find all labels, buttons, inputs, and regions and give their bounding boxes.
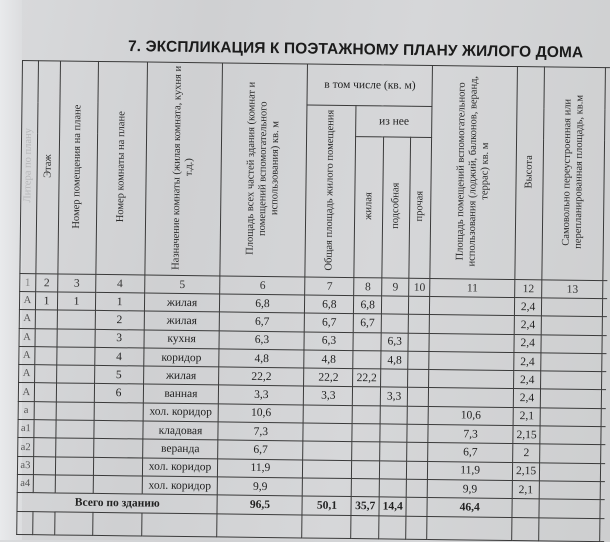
table-cell-col7: 22,2 — [304, 368, 353, 387]
table-cell-col12: 2,4 — [514, 334, 541, 353]
column-number-extra — [603, 281, 607, 299]
table-cell-col4: 6 — [94, 384, 143, 403]
header-unauthorized-area: Самовольно переустроенная или перепланированная площадь, кв.м — [542, 67, 606, 281]
column-number: 9 — [382, 278, 410, 296]
table-cell-col2: 1 — [35, 292, 58, 311]
table-cell-col12: 2,4 — [513, 389, 540, 408]
column-number: 2 — [35, 274, 58, 292]
table-cell-col7 — [303, 423, 352, 442]
blank-cell — [379, 516, 407, 539]
table-cell-col7: 6,7 — [305, 313, 354, 332]
table-cell-col5: ванная — [143, 384, 219, 403]
table-cell-col3 — [56, 402, 94, 421]
explication-table-container — [16, 60, 610, 542]
table-cell-col10 — [408, 351, 429, 370]
total-col11: 46,4 — [427, 498, 512, 518]
table-cell-col7 — [303, 478, 352, 497]
table-cell-col1: а3 — [17, 456, 33, 474]
table-cell-col1: А — [19, 291, 35, 309]
total-col8: 35,7 — [351, 497, 379, 516]
table-cell-col8 — [352, 405, 380, 424]
blank-cell — [351, 516, 379, 539]
blank-cell — [217, 514, 302, 538]
table-cell-col3: 1 — [58, 292, 96, 311]
table-cell-col12: 2,1 — [513, 407, 540, 426]
table-cell-extra — [602, 335, 606, 353]
table-cell-col8 — [353, 350, 381, 369]
table-cell-col1: А — [18, 383, 34, 401]
blank-cell — [32, 512, 55, 535]
column-number: 5 — [144, 275, 220, 294]
table-cell-col9 — [379, 461, 407, 480]
table-cell-col12: 2,15 — [513, 426, 540, 445]
table-cell-col13 — [540, 389, 602, 408]
table-cell-col11 — [429, 315, 514, 334]
blank-cell — [539, 518, 601, 542]
table-cell-col6: 7,3 — [218, 422, 303, 441]
table-cell-col11: 6,7 — [428, 443, 513, 462]
table-cell-col5: коридор — [143, 348, 219, 367]
table-cell-col3 — [56, 457, 94, 476]
table-cell-col8: 6,8 — [354, 296, 382, 315]
header-total-area: Площадь всех частей здания (комнат и помещений вспомогательного использования) кв. м — [220, 63, 308, 277]
total-extra — [600, 500, 604, 519]
table-cell-col4: 1 — [95, 292, 144, 311]
table-cell-col6: 10,6 — [218, 404, 303, 423]
table-cell-col10 — [407, 443, 428, 462]
table-cell-extra — [601, 482, 605, 500]
header-group-including: в том числе (кв. м) — [307, 64, 432, 107]
table-cell-col11 — [429, 333, 514, 352]
table-cell-col11: 9,9 — [427, 479, 512, 498]
table-cell-col9 — [380, 369, 408, 388]
table-cell-col13 — [539, 463, 601, 482]
table-cell-col12: 2,1 — [512, 480, 539, 499]
header-premises-number: Номер помещения на плане — [58, 61, 98, 274]
table-cell-col1: А — [19, 310, 35, 328]
table-cell-col5: хол. коридор — [142, 476, 218, 495]
table-cell-extra — [601, 445, 605, 463]
blank-cell — [141, 513, 217, 537]
table-cell-col2 — [35, 310, 58, 329]
header-other: прочая — [409, 137, 431, 278]
table-cell-col9: 4,8 — [381, 351, 409, 370]
table-cell-col13 — [539, 481, 601, 500]
blank-cell — [302, 515, 351, 539]
column-number: 11 — [430, 279, 515, 298]
blank-cell — [17, 512, 33, 535]
table-cell-extra — [603, 317, 607, 335]
table-cell-col7 — [303, 441, 352, 460]
column-number: 8 — [354, 278, 382, 296]
table-cell-col11 — [428, 388, 513, 407]
blank-cell — [600, 519, 604, 542]
table-cell-extra — [602, 390, 606, 408]
table-cell-col11 — [429, 370, 514, 389]
table-cell-col8: 6,7 — [354, 314, 382, 333]
table-cell-col5: жилая — [144, 311, 220, 330]
blank-cell — [55, 512, 93, 535]
table-cell-col9 — [380, 442, 408, 461]
table-cell-extra — [602, 354, 606, 372]
table-cell-col13 — [541, 316, 603, 335]
table-cell-col13 — [542, 298, 604, 317]
table-cell-col9 — [380, 424, 408, 443]
total-col9: 14,4 — [379, 497, 407, 516]
table-cell-col8 — [353, 332, 381, 351]
table-cell-col4: 4 — [94, 347, 143, 366]
header-living-premises-area: Общая площадь жилого помещения — [305, 105, 356, 278]
table-cell-col5: жилая — [144, 293, 220, 312]
blank-cell — [512, 518, 539, 541]
table-cell-col12: 2,15 — [513, 462, 540, 481]
table-cell-col2 — [33, 475, 56, 494]
table-cell-col1: А — [19, 346, 35, 364]
table-cell-col8 — [352, 424, 380, 443]
table-cell-extra — [602, 372, 606, 390]
table-cell-col6: 11,9 — [218, 459, 303, 478]
table-cell-col8: 22,2 — [353, 369, 381, 388]
table-cell-col1: а4 — [17, 474, 33, 492]
table-cell-col6: 9,9 — [218, 477, 303, 496]
table-cell-col13 — [540, 444, 602, 463]
table-cell-col4: 2 — [95, 311, 144, 330]
table-cell-col4 — [93, 457, 142, 476]
table-cell-col7 — [303, 405, 352, 424]
table-cell-col13 — [541, 334, 603, 353]
table-cell-col13 — [541, 353, 603, 372]
table-cell-col1: а2 — [18, 438, 34, 456]
table-cell-col6: 6,7 — [220, 312, 305, 331]
total-col13 — [539, 499, 601, 519]
table-cell-col2 — [33, 438, 56, 457]
table-cell-col9 — [381, 314, 409, 333]
table-cell-col3 — [56, 475, 94, 494]
table-cell-col6: 6,8 — [220, 294, 305, 313]
table-cell-col7: 4,8 — [304, 350, 353, 369]
table-cell-col2 — [34, 420, 57, 439]
table-cell-col10 — [408, 333, 429, 352]
table-cell-col8 — [352, 479, 380, 498]
table-cell-col10 — [408, 369, 429, 388]
table-cell-col2 — [34, 383, 57, 402]
table-cell-col12: 2 — [513, 444, 540, 463]
total-col7: 50,1 — [302, 496, 351, 516]
table-cell-extra — [601, 463, 605, 481]
table-cell-col2 — [35, 328, 58, 347]
table-cell-col8 — [353, 387, 381, 406]
total-label: Всего по зданию — [17, 493, 218, 514]
table-cell-col9: 6,3 — [381, 333, 409, 352]
table-cell-col10 — [409, 296, 430, 315]
table-cell-col1: а — [18, 401, 34, 419]
table-cell-col10 — [408, 388, 429, 407]
blank-cell — [406, 516, 427, 539]
table-cell-col13 — [541, 371, 603, 390]
table-cell-col8 — [352, 442, 380, 461]
column-number: 13 — [542, 280, 604, 299]
table-cell-extra — [603, 299, 607, 317]
table-cell-col13 — [540, 426, 602, 445]
table-cell-col2 — [33, 456, 56, 475]
table-cell-col4 — [93, 439, 142, 458]
table-cell-col3 — [56, 420, 94, 439]
header-room-purpose: Назначение комнаты (жилая комната, кухня и т.д.) — [144, 62, 222, 276]
table-cell-col3 — [57, 329, 95, 348]
table-cell-col12: 2,4 — [514, 352, 541, 371]
table-cell-col7: 6,8 — [305, 295, 354, 314]
table-cell-col4 — [94, 402, 143, 421]
table-cell-extra — [601, 408, 605, 426]
header-auxiliary-area: Площадь помещений вспомогательного использования (лоджий, балконов, веранд, террас) кв. м — [430, 66, 518, 280]
table-cell-col7: 3,3 — [304, 386, 353, 405]
header-litera: Литера по плану — [20, 61, 38, 274]
table-cell-col10 — [407, 461, 428, 480]
column-number: 6 — [220, 276, 305, 295]
table-cell-col10 — [407, 479, 428, 498]
table-cell-col4 — [93, 420, 142, 439]
table-cell-col3 — [58, 310, 96, 329]
table-cell-col9 — [381, 296, 409, 315]
table-cell-col4: 3 — [95, 329, 144, 348]
column-number: 4 — [95, 274, 144, 293]
table-cell-col5: жилая — [143, 366, 219, 385]
table-cell-col6: 6,3 — [219, 331, 304, 350]
table-cell-col1: А — [19, 365, 35, 383]
table-body — [17, 291, 607, 499]
table-cell-col2 — [35, 347, 58, 366]
column-number: 3 — [58, 274, 96, 292]
table-cell-col3 — [56, 438, 94, 457]
table-cell-col11: 11,9 — [428, 461, 513, 480]
table-cell-col4 — [93, 475, 142, 494]
header-utility: подсобная — [382, 137, 411, 278]
total-col12 — [512, 499, 539, 518]
table-cell-extra — [601, 427, 605, 445]
table-cell-col6: 4,8 — [219, 349, 304, 368]
total-col6: 96,5 — [217, 495, 302, 515]
document-title: 7. ЭКСПЛИКАЦИЯ К ПОЭТАЖНОМУ ПЛАНУ ЖИЛОГО ДОМА — [127, 38, 584, 62]
table-cell-col6: 3,3 — [219, 385, 304, 404]
table-cell-col10 — [407, 424, 428, 443]
table-cell-col10 — [408, 406, 429, 425]
table-cell-col3 — [57, 347, 95, 366]
table-cell-col5: хол. коридор — [142, 458, 218, 477]
table-cell-col9: 3,3 — [380, 387, 408, 406]
header-height: Высота — [515, 67, 545, 280]
table-cell-col3 — [57, 383, 95, 402]
column-number: 10 — [409, 278, 430, 296]
blank-cell — [92, 513, 141, 537]
table-cell-col9 — [379, 479, 407, 498]
blank-cell — [427, 517, 512, 541]
column-number: 7 — [305, 277, 354, 296]
table-cell-col4: 5 — [94, 366, 143, 385]
header-living: жилая — [354, 137, 383, 278]
table-cell-col6: 6,7 — [218, 440, 303, 459]
table-cell-col1: А — [19, 328, 35, 346]
table-cell-col6: 22,2 — [219, 367, 304, 386]
header-floor: Этаж — [36, 61, 61, 274]
header-group-of-which: из нее — [356, 106, 432, 138]
table-cell-col5: кладовая — [142, 421, 218, 440]
table-cell-col11: 7,3 — [428, 425, 513, 444]
total-col10 — [406, 497, 427, 516]
table-cell-col1: а1 — [18, 420, 34, 438]
header-room-number: Номер комнаты на плане — [95, 61, 147, 275]
table-cell-col12: 2,4 — [515, 298, 542, 317]
column-number: 1 — [20, 273, 36, 291]
table-cell-col7 — [303, 460, 352, 479]
table-cell-col11 — [429, 351, 514, 370]
table-cell-col12: 2,4 — [514, 371, 541, 390]
table-cell-col10 — [409, 315, 430, 334]
table-cell-col7: 6,3 — [304, 332, 353, 351]
table-cell-col12: 2,4 — [514, 316, 541, 335]
column-number: 12 — [515, 280, 542, 298]
table-cell-col2 — [34, 401, 57, 420]
explication-table — [16, 60, 610, 542]
table-cell-col5: хол. коридор — [143, 403, 219, 422]
table-cell-col11: 10,6 — [428, 406, 513, 425]
table-cell-col2 — [34, 365, 57, 384]
table-cell-col5: веранда — [142, 439, 218, 458]
table-cell-col5: кухня — [144, 330, 220, 349]
table-cell-col11 — [430, 296, 515, 315]
table-cell-col9 — [380, 406, 408, 425]
table-cell-col8 — [352, 460, 380, 479]
table-cell-col3 — [57, 365, 95, 384]
table-cell-col13 — [540, 408, 602, 427]
